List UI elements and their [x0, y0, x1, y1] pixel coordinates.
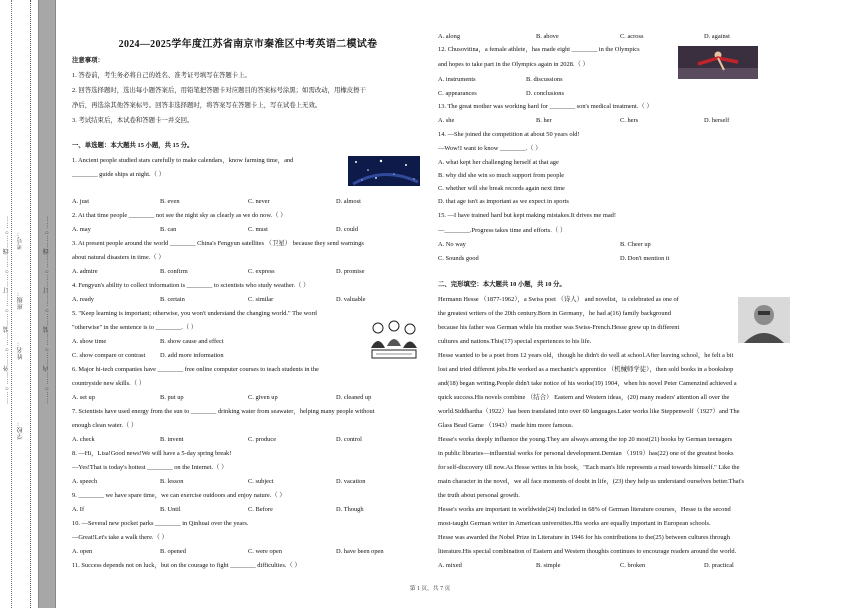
name-field: 姓名： [18, 340, 24, 360]
question-12-line: 12. Chusovitina，a female athlete，has made eight ________ in the Olympics [438, 46, 640, 53]
starry-sky-image [348, 156, 420, 186]
option: C. Sounds good [438, 255, 479, 262]
option: D. add more information [160, 352, 224, 359]
section1-heading: 一、单选题：本大题共 15 小题，共 15 分。 [72, 142, 194, 149]
question-7-line: enough clean water.（ ） [72, 422, 138, 429]
option: C. subject [248, 478, 274, 485]
passage-line: most-taught German writer in American universities.His works are equally important in European schools. [438, 520, 711, 527]
option: C. Before [248, 506, 273, 513]
inner-line-text: ……○……内……○……装……○……订……○……线……○…… [44, 215, 50, 405]
option: A. along [438, 33, 461, 40]
question-5-line: 5. "Keep learning is important; otherwise, you won't understand the changing world." The word [72, 310, 317, 317]
option: C. must [248, 226, 268, 233]
option: B. invent [160, 436, 184, 443]
passage-line: world.Siddhartha（1922）has been translated into over 60 languages.Later works like Steppenwolf（1927）and The [438, 408, 740, 415]
option: D. Don't mention it [620, 255, 670, 262]
question-10-line: 10. —Several new pocket parks ________ in Qinhuai over the years. [72, 520, 249, 527]
option: A. check [72, 436, 95, 443]
option: D. practical [704, 562, 734, 569]
option: B. Cheer up [620, 241, 651, 248]
option: C. were open [248, 548, 282, 555]
option: A. admire [72, 268, 98, 275]
option: A. set up [72, 394, 95, 401]
option: A. mixed [438, 562, 462, 569]
option: C. never [248, 198, 270, 205]
gymnast-image [678, 46, 758, 79]
question-14-line: —Wow!I want to know ________.（ ） [438, 145, 542, 152]
option: D. herself [704, 117, 730, 124]
option: A. No way [438, 241, 466, 248]
passage-line: literature.His special combination of Eastern and Western thoughts continues to encourage readers around the world. [438, 548, 737, 555]
right-column [438, 0, 790, 608]
option: D. valuable [336, 296, 366, 303]
option: D. promise [336, 268, 365, 275]
option: D. conclusions [526, 90, 564, 97]
option: C. whether will she break records again next time [438, 185, 565, 192]
passage-line: cultures and nations.This(17) special experiences to his life. [438, 338, 592, 345]
option: B. Until [160, 506, 181, 513]
notes-item: 1. 答卷前，考生务必将自己的姓名、准考证号填写在答题卡上。 [72, 72, 251, 79]
option: B. opened [160, 548, 186, 555]
question-2-line: 2. At that time people ________ not see the night sky as clearly as we do now.（ ） [72, 212, 287, 219]
option: D. almost [336, 198, 361, 205]
question-10-line: —Great!Let's take a walk there.（ ） [72, 534, 168, 541]
question-15-line: 15. —I have trained hard but kept making mistakes.It drives me mad! [438, 212, 617, 219]
page-number: 第 1 页，共 7 页 [409, 586, 451, 592]
question-6-line: countryside new skills.（ ） [72, 380, 146, 387]
hesse-portrait-image [738, 297, 790, 343]
option: B. her [536, 117, 552, 124]
option: B. simple [536, 562, 561, 569]
option: D. against [704, 33, 730, 40]
option: A. may [72, 226, 91, 233]
question-12-line: and hopes to take part in the Olympics again in 2028.（ ） [438, 61, 589, 68]
passage-line: the greatest writers of the 20th century.Born in Germany，he had a(16) family background [438, 310, 671, 317]
option: A. If [72, 506, 85, 513]
option: A. open [72, 548, 93, 555]
option: D. have been open [336, 548, 384, 555]
question-8-line: —Yes!That is today's hottest ________ on the Internet.（ ） [72, 464, 228, 471]
class-field: 班级： [18, 290, 24, 310]
option: B. confirm [160, 268, 188, 275]
passage-line: Hermann Hesse （1877-1962），a Swiss poet （诗人） and novelist，is celebrated as one of [438, 296, 679, 303]
passage-line: Hesse's works are important in worldwide(24) Included in 68% of German literature courses，Hesse is the second [438, 506, 731, 513]
option: C. across [620, 33, 644, 40]
question-8-line: 8. —Hi，Lisa!Good news!We will have a 5-day spring break! [72, 450, 232, 457]
option: A. ready [72, 296, 95, 303]
left-column [72, 0, 424, 608]
question-13-line: 13. The great mother was working hard for ________ son's medical treatment.（ ） [438, 103, 653, 110]
option: B. can [160, 226, 177, 233]
notes-heading: 注意事项： [72, 57, 104, 64]
notes-item: 净后，再选涂其他答案标号。回答非选择题时，将答案写在答题卡上，写在试卷上无效。 [72, 102, 322, 109]
option: D. cleaned up [336, 394, 372, 401]
question-1-line: 1. Ancient people studied stars carefully to make calendars，know farming time，and [72, 157, 294, 164]
outer-cut-line-text: ……○……外……○……装……○……订……○……线……○…… [4, 215, 10, 405]
question-7-line: 7. Scientists have used energy from the sun to ________ drinking water from seawater，helping many people without [72, 408, 375, 415]
option: B. above [536, 33, 559, 40]
option: C. produce [248, 436, 277, 443]
option: C. express [248, 268, 275, 275]
passage-line: Glass Bead Game （1943）made him more famous. [438, 422, 574, 429]
option: A. instruments [438, 76, 476, 83]
passage-line: for self-discovery till now.As Hesse writes in his book，"Each man's life represents a road towards himself." Like the [438, 464, 740, 471]
option: B. even [160, 198, 180, 205]
passage-line: in public libraries—influential works for personal development.Demian （1919）has(22) one of the greatest books [438, 450, 734, 457]
cut-line [30, 0, 31, 608]
option: C. appearances [438, 90, 477, 97]
option: C. similar [248, 296, 274, 303]
section2-heading: 二、完形填空：本大题共 10 小题，共 10 分。 [438, 281, 566, 288]
passage-line: because his father was German while his mother was Swiss-French.Hesse grew up in different [438, 324, 680, 331]
option: D. vacation [336, 478, 366, 485]
passage-line: Hesse's works deeply influence the young.They are always among the top 20 most(21) books by German teenagers [438, 436, 733, 443]
exam-title: 2024—2025学年度江苏省南京市秦淮区中考英语二模试卷 [118, 39, 378, 50]
option: D. Though [336, 506, 364, 513]
passage-line: and(18) began writing.People didn't take notice of his works(19) 1904，when his novel Peter Camenzind achieved a [438, 380, 737, 387]
option: B. lesson [160, 478, 184, 485]
school-field: 学校： [18, 420, 24, 440]
passage-line: Hesse was awarded the Nobel Prize in Literature in 1946 for his contributions to the(25) between cultures through [438, 534, 730, 541]
question-3-line: 3. At present people around the world ________ China's Fengyun satellites （卫星） because they send warnings [72, 240, 364, 247]
exam-number-field: 考号： [18, 230, 24, 250]
passage-line: lost and tried different jobs.He worked as a mechanic's apprentice （机械师学徒），then sold books in a bookshop [438, 366, 734, 373]
question-1-line: ________ guide ships at night.（ ） [72, 171, 166, 178]
notes-item: 3. 考试结束后，本试卷和答题卡一并交回。 [72, 117, 194, 124]
passage-line: the truth about personal growth. [438, 492, 520, 499]
question-9-line: 9. ________ we have spare time，we can exercise outdoors and enjoy nature.（ ） [72, 492, 286, 499]
option: A. what kept her challenging herself at that age [438, 159, 559, 166]
option: A. show time [72, 338, 107, 345]
option: C. broken [620, 562, 646, 569]
option: A. she [438, 117, 455, 124]
option: B. why did she win so much support from people [438, 172, 565, 179]
option: C. hers [620, 117, 639, 124]
option: D. could [336, 226, 359, 233]
question-11-line: 11. Success depends not on luck，but on the courage to fight ________ difficulties.（ ） [72, 562, 301, 569]
option: A. just [72, 198, 90, 205]
passage-line: Hesse wanted to be a poet from 12 years old，though he didn't do well at school.After leaving school，he felt a bit [438, 352, 734, 359]
option: B. put up [160, 394, 184, 401]
question-5-line: "otherwise" in the sentence is to ________.（ ） [72, 324, 198, 331]
option: C. show compare or contrast [72, 352, 146, 359]
question-4-line: 4. Fengyun's ability to collect information is ________ to scientists who study weather.（ ） [72, 282, 310, 289]
question-3-line: about natural disasters in time.（ ） [72, 254, 165, 261]
passage-line: quick success.His novels combine （结合） Eastern and Western ideas，(20) many readers' attention all over the [438, 394, 730, 401]
question-6-line: 6. Major hi-tech companies have ________ free online computer courses to teach students in the [72, 366, 319, 373]
option: B. certain [160, 296, 185, 303]
option: A. speech [72, 478, 98, 485]
option: D. control [336, 436, 362, 443]
notes-item: 2. 回答选择题时，选出每小题答案后，用铅笔把答题卡对应题目的答案标号涂黑；如需改动，用橡皮擦干 [72, 87, 366, 94]
people-group-image [368, 318, 420, 362]
question-15-line: —________.Progress takes time and efforts.（ ） [438, 227, 567, 234]
passage-line: main character in the novel，we all face moments of doubt in life，(23) they help us understand ourselves better.That's [438, 478, 745, 485]
option: C. given up [248, 394, 278, 401]
option: B. discussions [526, 76, 563, 83]
binding-margin [0, 0, 58, 608]
question-14-line: 14. —She joined the competition at about 50 years old! [438, 131, 580, 138]
option: B. show cause and effect [160, 338, 224, 345]
option: D. that age isn't as important as we expect in sports [438, 198, 569, 205]
